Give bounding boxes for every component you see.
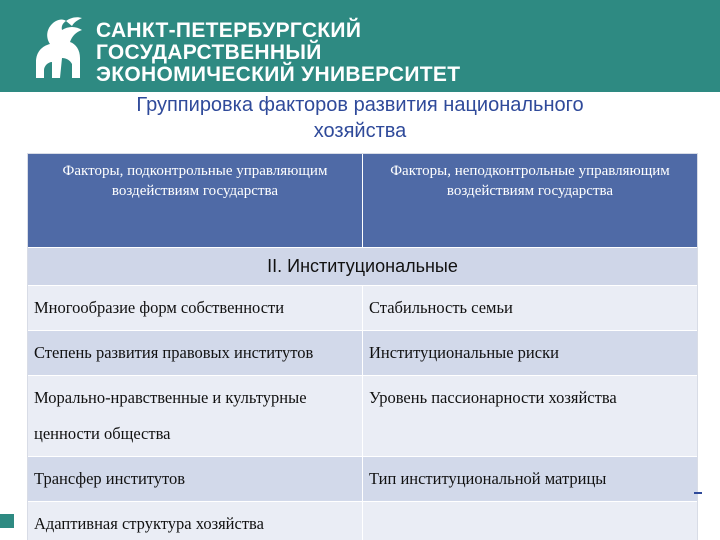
edge-mark: [694, 492, 702, 494]
table-cell: Морально-нравственные и культурные ценности общества: [28, 376, 362, 456]
table-cell: Тип институциональной матрицы: [362, 457, 697, 501]
university-name-line-1: САНКТ-ПЕТЕРБУРГСКИЙ: [96, 19, 362, 42]
page-title: [60, 92, 660, 144]
table-cell: [362, 502, 697, 540]
table-cell: Многообразие форм собственности: [28, 286, 362, 330]
page-title-line-2: хозяйства: [313, 120, 407, 142]
factors-table: [27, 153, 698, 540]
table-cell: Трансфер институтов: [28, 457, 362, 501]
table-row: [28, 501, 697, 540]
table-row: [28, 285, 697, 330]
university-header: [0, 0, 720, 92]
page-title-line-1: Группировка факторов развития национального: [136, 94, 584, 116]
griffin-icon: [26, 12, 90, 84]
table-cell: Стабильность семьи: [362, 286, 697, 330]
university-name-line-2: ГОСУДАРСТВЕННЫЙ: [96, 41, 322, 64]
university-name: [96, 20, 460, 86]
header-uncontrolled-factors: Факторы, неподконтрольные управляющим воздействиям государства: [362, 154, 697, 247]
university-name-line-3: ЭКОНОМИЧЕСКИЙ УНИВЕРСИТЕТ: [96, 63, 461, 86]
table-row: [28, 375, 697, 456]
section-heading: II. Институциональные: [28, 248, 697, 285]
table-cell: Адаптивная структура хозяйства: [28, 502, 362, 540]
table-row: [28, 456, 697, 501]
table-cell: Степень развития правовых институтов: [28, 331, 362, 375]
corner-accent: [0, 514, 14, 528]
table-header-row: [28, 154, 697, 247]
table-row: [28, 330, 697, 375]
header-controlled-factors: Факторы, подконтрольные управляющим воздействиям государства: [28, 154, 362, 247]
table-section-row: [28, 247, 697, 285]
table-cell: Уровень пассионарности хозяйства: [362, 376, 697, 456]
table-cell: Институциональные риски: [362, 331, 697, 375]
